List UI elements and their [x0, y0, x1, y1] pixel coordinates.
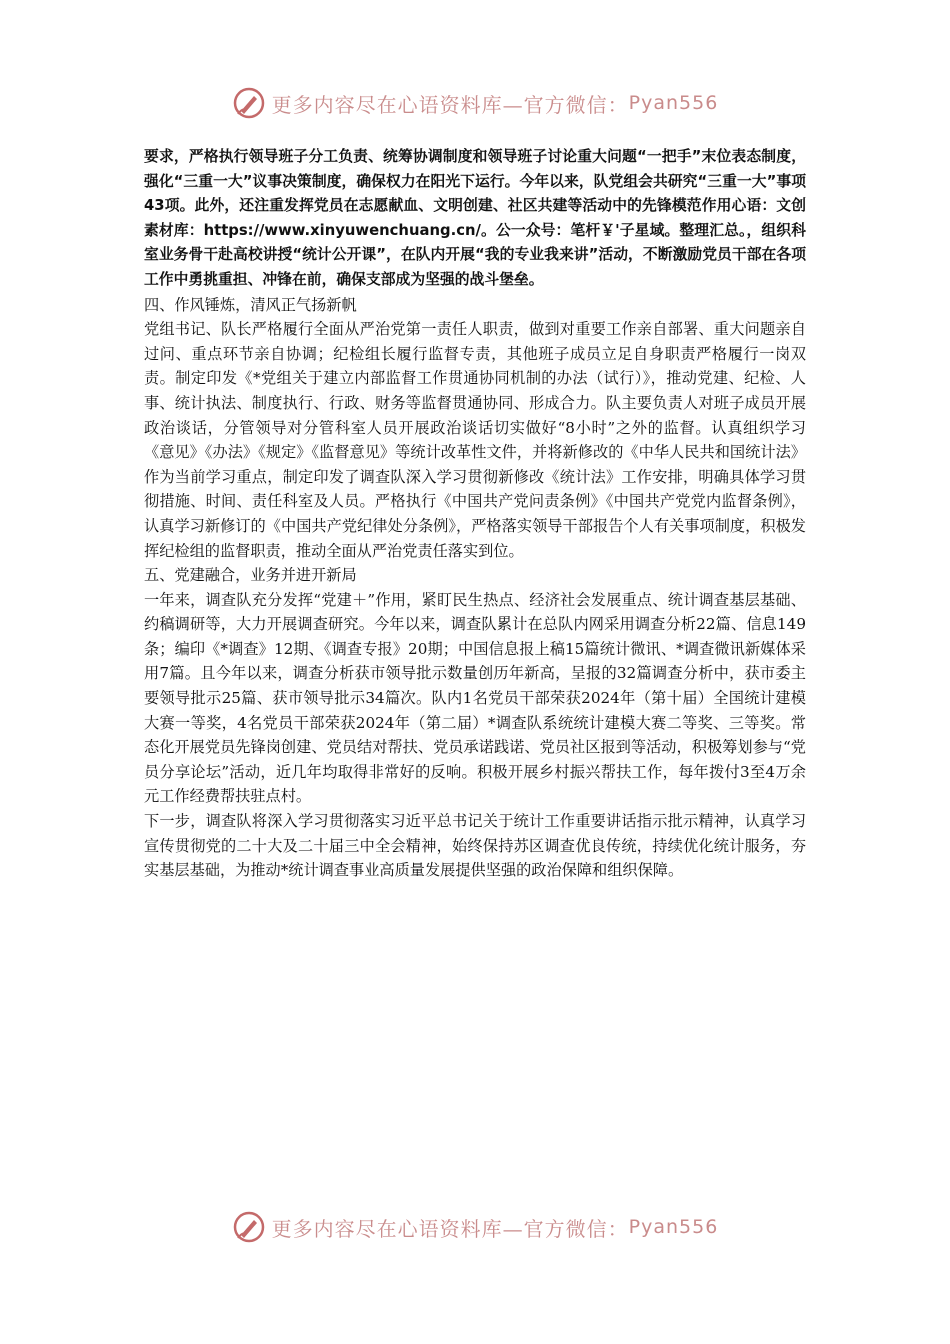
paragraph-party-building-end: 要求，严格执行领导班子分工负责、统筹协调制度和领导班子讨论重大问题“一把手”末位表态制度，强化“三重一大”议事决策制度，确保权力在阳光下运行。今年以来，队党组会共研究“三重一大”事项43项。此外，还注重发挥党员在志愿献血、文明创建、社区共建等活动中的先锋模范作用心语：文创素材库：https://www.xinyuwenchuang.cn/。公一众号：笔杆￥'子星域。整理汇总。，组织科室业务骨干赴高校讲授“统计公开课”，在队内开展“我的专业我来讲”活动，不断激励党员干部在各项工作中勇挑重担、冲锋在前，确保支部成为坚强的战斗堡垒。 [144, 148, 806, 288]
section-heading-5: 五、党建融合，业务并进开新局 [144, 566, 357, 585]
banner-text: 更多内容尽在心语资料库—官方微信： [271, 92, 629, 117]
banner-text: 更多内容尽在心语资料库—官方微信： [271, 1216, 629, 1241]
pen-logo-icon [232, 1210, 266, 1244]
footer-banner [0, 1210, 950, 1244]
banner-wechat-id: Pyan556 [628, 92, 719, 114]
section-heading-4: 四、作风锤炼，清风正气扬新帆 [144, 295, 357, 314]
header-banner [0, 86, 950, 120]
paragraph-next-steps: 下一步，调查队将深入学习贯彻落实习近平总书记关于统计工作重要讲话指示批示精神，认真学习宣传贯彻党的二十大及二十届三中全会精神，始终保持苏区调查优良传统，持续优化统计服务，夯实基层基础，为推动*统计调查事业高质量发展提供坚强的政治保障和组织保障。 [144, 812, 806, 880]
document-body [144, 145, 806, 883]
banner-wechat-id: Pyan556 [628, 1216, 719, 1238]
paragraph-style-discipline: 党组书记、队长严格履行全面从严治党第一责任人职责，做到对重要工作亲自部署、重大问题亲自过问、重点环节亲自协调；纪检组长履行监督专责，其他班子成员立足自身职责严格履行一岗双责。制定印发《*党组关于建立内部监督工作贯通协同机制的办法（试行）》，推动党建、纪检、人事、统计执法、制度执行、行政、财务等监督贯通协同、形成合力。队主要负责人对班子成员开展政治谈话，分管领导对分管科室人员开展政治谈话切实做好“8小时”之外的监督。认真组织学习《意见》《办法》《规定》《监督意见》等统计改革性文件，并将新修改的《中华人民共和国统计法》作为当前学习重点，制定印发了调查队深入学习贯彻新修改《统计法》工作安排，明确具体学习贯彻措施、时间、责任科室及人员。严格执行《中国共产党问责条例》《中国共产党党内监督条例》，认真学习新修订的《中国共产党纪律处分条例》，严格落实领导干部报告个人有关事项制度，积极发挥纪检组的监督职责，推动全面从严治党责任落实到位。 [144, 320, 806, 560]
paragraph-business-integration: 一年来，调查队充分发挥“党建＋”作用，紧盯民生热点、经济社会发展重点、统计调查基层基础、约稿调研等，大力开展调查研究。今年以来，调查队累计在总队内网采用调查分析22篇、信息149条；编印《*调查》12期、《调查专报》20期；中国信息报上稿15篇统计微讯、*调查微讯新媒体采用7篇。且今年以来，调查分析获市领导批示数量创历年新高，呈报的32篇调查分析中，获市委主要领导批示25篇、获市领导批示34篇次。队内1名党员干部荣获2024年（第十届）全国统计建模大赛一等奖，4名党员干部荣获2024年（第二届）*调查队系统统计建模大赛二等奖、三等奖。常态化开展党员先锋岗创建、党员结对帮扶、党员承诺践诺、党员社区报到等活动，积极筹划参与“党员分享论坛”活动，近几年均取得非常好的反响。积极开展乡村振兴帮扶工作，每年拨付3至4万余元工作经费帮扶驻点村。 [144, 590, 806, 806]
pen-logo-icon [232, 86, 266, 120]
